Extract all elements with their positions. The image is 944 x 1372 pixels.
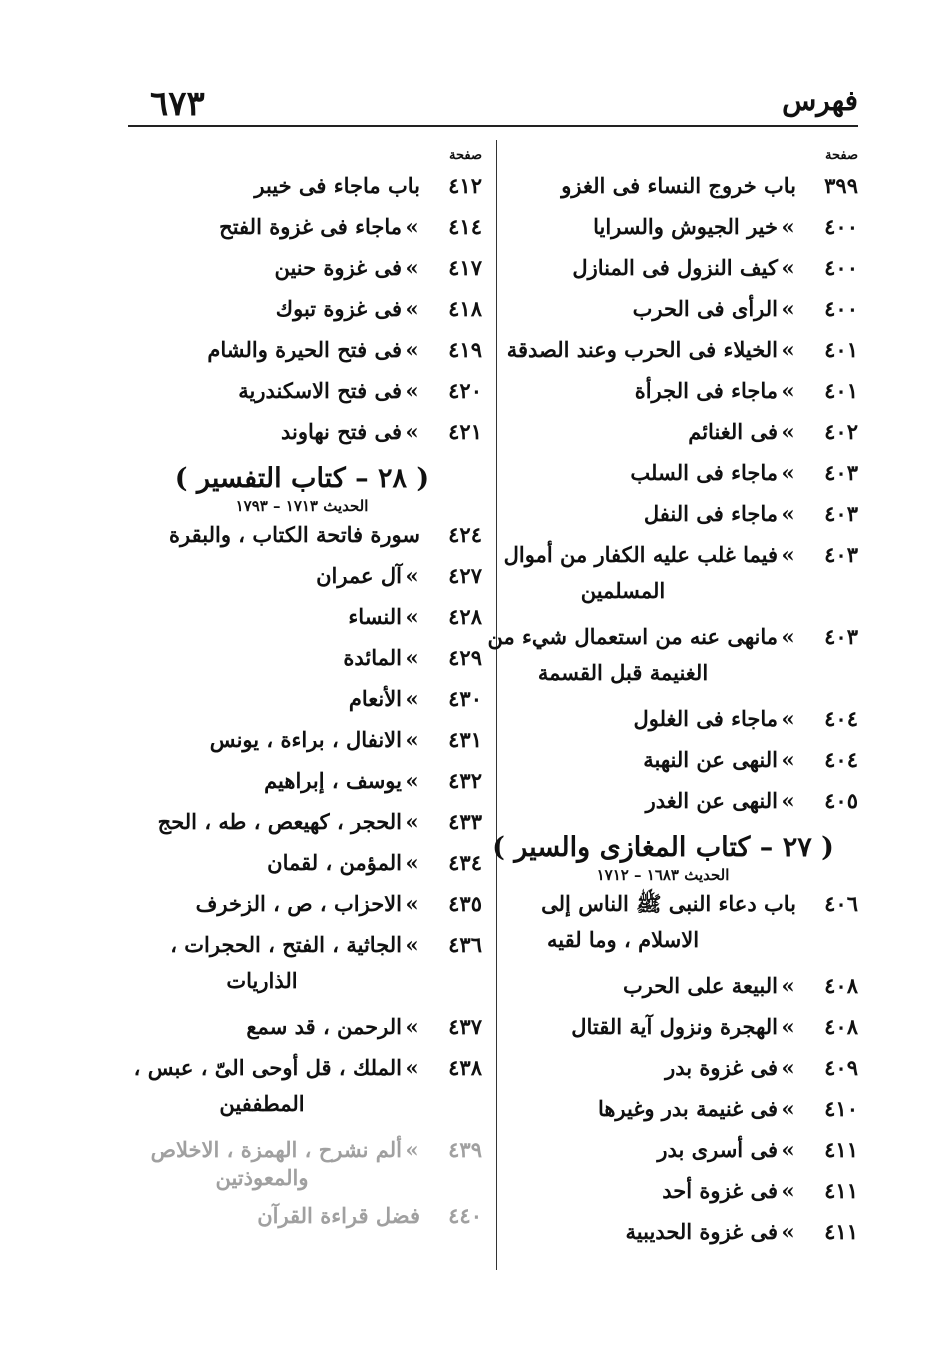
ditto-mark: » [405,1055,419,1080]
entry-page: ٤٢١ [448,419,482,444]
entry-page: ٤١٩ [448,337,482,362]
index-column-left [122,145,482,1238]
entry-title: النهى عن الغدر [645,788,778,813]
index-entry [122,1131,482,1197]
index-entry [468,1090,858,1131]
index-entry [122,639,482,680]
entry-page: ٤٠٣ [824,460,858,485]
entry-continuation: والمعوذتين [215,1165,309,1190]
entry-page: ٤٠٤ [824,706,858,731]
entry-title: خير الجيوش والسرايا [593,214,778,239]
running-header-title: فهرس [782,84,858,117]
entry-page: ٤٠٤ [824,747,858,772]
ditto-mark: » [405,932,419,957]
index-entry [468,967,858,1008]
ditto-mark: » [781,624,795,649]
ditto-mark: » [781,788,795,813]
column-heading: صفحة [449,148,482,163]
ditto-mark: » [405,604,419,629]
entry-title: النساء [348,604,402,629]
index-entry [468,249,858,290]
index-entry [468,290,858,331]
entry-title: المؤمن ، لقمان [267,850,402,875]
index-entry [122,844,482,885]
entry-page: ٤٣١ [448,727,482,752]
index-entry [468,372,858,413]
index-entry [122,803,482,844]
entry-continuation: المطففين [219,1091,305,1116]
entry-continuation: الاسلام ، وما لقيه [546,927,700,952]
ditto-mark: » [781,1219,795,1244]
ditto-mark: » [781,296,795,321]
entry-title: فيما غلب عليه الكفار من أموال [503,542,778,567]
entry-title: الجاثية ، الفتح ، الحجرات ، [170,932,402,957]
header-rule [128,125,858,127]
index-entry [468,495,858,536]
entry-page: ٤٣٣ [448,809,482,834]
ditto-mark: » [405,727,419,752]
entry-page: ٤٠٢ [824,419,858,444]
entry-page: ٤٢٩ [448,645,482,670]
ditto-mark: » [405,378,419,403]
entry-continuation: الغنيمة قبل القسمة [537,660,709,685]
ditto-mark: » [405,296,419,321]
index-entry [122,331,482,372]
ditto-mark: » [781,1137,795,1162]
entry-title: فى أسرى بدر [657,1137,778,1162]
ditto-mark: » [405,563,419,588]
index-entry [468,700,858,741]
ditto-mark: » [405,686,419,711]
index-entry [468,741,858,782]
index-entry [468,454,858,495]
entry-page: ٤٢٧ [448,563,482,588]
entry-page: ٤٠٣ [824,542,858,567]
entry-page: ٤٠٦ [824,891,858,916]
index-entry [468,618,858,700]
entry-continuation: الذاريات [226,968,298,993]
chapter-heading: ( ٢٧ – كتاب المغازى والسير ) [492,832,834,863]
index-entry [122,372,482,413]
entry-page: ٤١١ [824,1137,858,1162]
entry-title: باب خروج النساء فى الغزو [561,173,796,198]
entry-title: فى غزوة الحديبية [625,1219,778,1244]
hadith-range: الحديث ١٧١٣ – ١٧٩٣ [235,497,369,515]
index-entry [122,290,482,331]
entry-title: ماجاء فى غزوة الفتح [219,214,402,239]
ditto-mark: » [405,1014,419,1039]
index-entry [122,167,482,208]
index-entry [122,1049,482,1131]
entry-title: يوسف ، إبراهيم [264,768,402,793]
entry-title: آل عمران [316,563,402,588]
entry-title: ألم نشرح ، الهمزة ، الاخلاص [150,1137,402,1162]
ditto-mark: » [405,809,419,834]
entry-page: ٤٣٠ [448,686,482,711]
chapter-heading: ( ٢٨ – كتاب التفسير ) [174,463,430,494]
entry-page: ٤٠١ [824,337,858,362]
entry-title: ماجاء فى الجرأة [634,378,778,403]
entry-title: فى غزوة حنين [274,255,402,280]
entry-page: ٤٢٨ [448,604,482,629]
entry-title: ماجاء فى الغلول [633,706,778,731]
index-entry [468,167,858,208]
ditto-mark: » [405,337,419,362]
ditto-mark: » [781,378,795,403]
index-entry [468,331,858,372]
entry-title: النهى عن النهبة [643,747,778,772]
entry-page: ٤١٧ [448,255,482,280]
entry-continuation: المسلمين [580,578,666,603]
entry-page: ٤٣٥ [448,891,482,916]
ditto-mark: » [405,891,419,916]
entry-page: ٤٠٨ [824,1014,858,1039]
entry-page: ٤١١ [824,1178,858,1203]
entry-page: ٤٠٠ [824,296,858,321]
index-entry [122,1008,482,1049]
index-entry [122,680,482,721]
index-entry [122,557,482,598]
entry-title: الحجر ، كهيعص ، طه ، الحج [157,809,402,834]
index-entry [122,1197,482,1238]
index-entry [468,1049,858,1090]
entry-title: الرأى فى الحرب [632,296,778,321]
index-entry [122,598,482,639]
column-heading: صفحة [825,148,858,163]
hadith-range: الحديث ١٦٨٣ – ١٧١٢ [596,866,730,884]
entry-page: ٤٠٥ [824,788,858,813]
ditto-mark: » [781,337,795,362]
index-entry [468,413,858,454]
entry-page: ٤٣٨ [448,1055,482,1080]
entry-title: فى فتح الاسكندرية [238,378,402,403]
ditto-mark: » [405,645,419,670]
entry-title: مانهى عنه من استعمال شيء من [487,624,778,649]
entry-page: ٤٣٩ [448,1137,482,1162]
entry-page: ٤٣٧ [448,1014,482,1039]
entry-page: ٤٠٣ [824,624,858,649]
entry-page: ٤١٠ [824,1096,858,1121]
entry-title: الخيلاء فى الحرب وعند الصدقة [506,337,778,362]
entry-title: ماجاء فى النفل [643,501,778,526]
ditto-mark: » [781,1178,795,1203]
index-entry [122,249,482,290]
ditto-mark: » [781,255,795,280]
entry-title: الملك ، قل أوحى الىّ ، عبس ، [133,1055,402,1080]
entry-page: ٤١١ [824,1219,858,1244]
entry-page: ٤٠٨ [824,973,858,998]
entry-title: فى فتح نهاوند [280,419,402,444]
ditto-mark: » [781,214,795,239]
ditto-mark: » [405,255,419,280]
entry-page: ٤٢٠ [448,378,482,403]
entry-title: فى غزوة أحد [662,1178,778,1203]
entry-page: ٤٠١ [824,378,858,403]
entry-title: باب دعاء النبى ﷺ الناس إلى [541,891,796,916]
entry-title: فى غزوة بدر [665,1055,778,1080]
index-entry [468,1172,858,1213]
entry-title: فى الغنائم [688,419,778,444]
entry-page: ٤٢٤ [448,522,482,547]
ditto-mark: » [405,419,419,444]
entry-title: فى فتح الحيرة والشام [207,337,402,362]
entry-title: باب ماجاء فى خيبر [254,173,420,198]
ditto-mark: » [405,768,419,793]
entry-title: سورة فاتحة الكتاب ، والبقرة [169,522,420,547]
entry-title: الأنعام [348,686,402,711]
entry-title: المائدة [343,645,402,670]
index-entry [122,208,482,249]
ditto-mark: » [781,1096,795,1121]
ditto-mark: » [405,850,419,875]
index-entry [468,1213,858,1254]
entry-title: الهجرة ونزول آية القتال [571,1014,778,1039]
entry-page: ٤٠٠ [824,214,858,239]
entry-page: ٤٠٣ [824,501,858,526]
index-entry [122,413,482,454]
index-column-right [468,145,858,1254]
ditto-mark: » [781,973,795,998]
entry-page: ٤٣٤ [448,850,482,875]
ditto-mark: » [405,1137,419,1162]
ditto-mark: » [781,1014,795,1039]
entry-page: ٤٠٩ [824,1055,858,1080]
ditto-mark: » [781,460,795,485]
index-entry [468,782,858,823]
entry-page: ٤١٤ [448,214,482,239]
ditto-mark: » [405,214,419,239]
entry-title: الاحزاب ، ص ، الزخرف [195,891,402,916]
entry-title: الانفال ، براءة ، يونس [209,727,402,752]
entry-page: ٤١٢ [448,173,482,198]
ditto-mark: » [781,1055,795,1080]
index-entry [468,885,858,967]
index-entry [122,762,482,803]
entry-title: فى غنيمة بدر وغيرها [597,1096,778,1121]
entry-page: ٤٣٢ [448,768,482,793]
ditto-mark: » [781,542,795,567]
index-entry [468,1131,858,1172]
entry-title: فضل قراءة القرآن [257,1203,420,1228]
entry-page: ٤٤٠ [448,1203,482,1228]
entry-title: الرحمن ، قد سمع [246,1014,402,1039]
index-entry [468,208,858,249]
entry-page: ٤١٨ [448,296,482,321]
entry-title: كيف النزول فى المنازل [572,255,778,280]
page-number: ٦٧٣ [150,84,205,124]
entry-page: ٤٠٠ [824,255,858,280]
index-entry [122,516,482,557]
ditto-mark: » [781,501,795,526]
ditto-mark: » [781,747,795,772]
entry-page: ٤٣٦ [448,932,482,957]
entry-title: البيعة على الحرب [622,973,778,998]
entry-title: فى غزوة تبوك [275,296,402,321]
index-entry [468,1008,858,1049]
entry-title: ماجاء فى السلب [630,460,778,485]
index-entry [468,536,858,618]
index-entry [122,926,482,1008]
ditto-mark: » [781,419,795,444]
ditto-mark: » [781,706,795,731]
entry-page: ٣٩٩ [824,173,858,198]
index-entry [122,721,482,762]
index-entry [122,885,482,926]
